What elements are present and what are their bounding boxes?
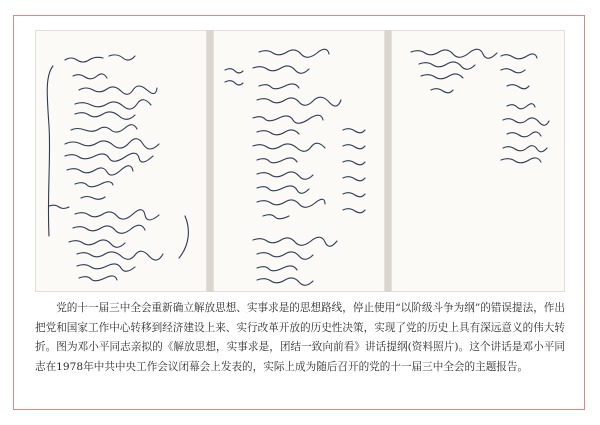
handwriting-scribbles-2 (213, 30, 385, 292)
handwriting-scribbles-1 (35, 30, 207, 292)
handwriting-scribbles-3 (391, 30, 565, 292)
photo-panel (35, 30, 565, 292)
manuscript-page-1 (35, 30, 207, 292)
manuscript-page-2 (213, 30, 385, 292)
figure-frame (13, 15, 585, 410)
manuscript-page-3 (391, 30, 565, 292)
figure-caption: 党的十一届三中全会重新确立解放思想、实事求是的思想路线，停止使用“以阶级斗争为纲”的错误提法，作出把党和国家工作中心转移到经济建设上来、实行改革开放的历史性决策，实现了党的历史上具有深远意义的伟大转折。图为邓小平同志亲拟的《解放思想，实事求是，团结一致向前看》讲话提纲(资料照片)。这个讲话是邓小平同志在1978年中共中央工作会议闭幕会上发表的，实际上成为随后召开的党的十一届三中全会的主题报告。 (35, 302, 565, 373)
